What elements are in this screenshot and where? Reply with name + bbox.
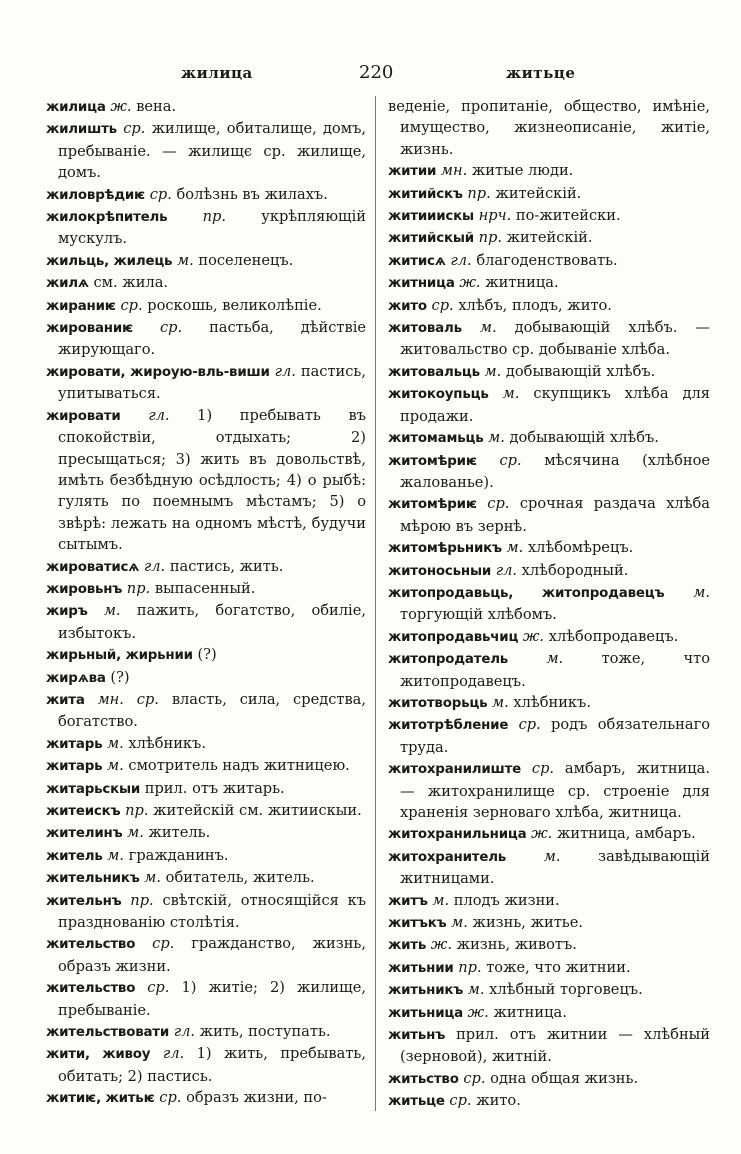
dictionary-entry	[46, 667, 366, 689]
definition: 1) житіе; 2) жилище, пребываніе.	[58, 979, 366, 1019]
dictionary-entry	[46, 867, 366, 889]
grammar-label: м.	[502, 385, 520, 403]
definition: пастьба, дѣйствіе жирующаго.	[58, 319, 367, 359]
grammar-label: ж.	[459, 274, 481, 292]
definition: жито.	[476, 1092, 521, 1110]
grammar-label: ж.	[110, 98, 132, 115]
dictionary-entry	[46, 890, 366, 934]
headword: житохранильница	[388, 827, 527, 843]
grammar-label: м.	[432, 891, 450, 909]
headword: жильць, жилець	[46, 253, 173, 269]
grammar-label: м.	[506, 539, 524, 557]
dictionary-entry	[46, 556, 366, 578]
right-column	[388, 96, 710, 1113]
headword: житеискъ	[46, 804, 121, 819]
definition: прил. отъ житарь.	[144, 779, 285, 797]
grammar-label: мн. ср.	[97, 690, 159, 708]
headword: житийскый	[388, 231, 474, 247]
definition: (?)	[197, 646, 217, 664]
dictionary-entry	[388, 427, 710, 449]
headword: житииискы	[388, 209, 474, 225]
dictionary-entry	[46, 845, 366, 867]
definition: власть, сила, средства, богатство.	[58, 690, 366, 731]
dictionary-entry	[46, 361, 366, 405]
definition: жизнь, житье.	[472, 914, 584, 932]
dictionary-entry	[46, 272, 366, 294]
grammar-label: м.	[144, 869, 162, 887]
grammar-label: м.	[492, 693, 509, 711]
definition: тоже, что житнии.	[486, 958, 631, 976]
definition: хлѣбородный.	[521, 561, 629, 579]
definition: пастись, жить.	[169, 557, 284, 575]
dictionary-entry	[388, 934, 710, 956]
headword: жилишть	[46, 122, 117, 138]
dictionary-entry	[388, 1024, 710, 1068]
definition: вена.	[136, 98, 177, 115]
dictionary-entry	[388, 361, 710, 383]
headword: жить	[388, 938, 427, 954]
headword: житьство	[388, 1071, 459, 1087]
definition: житые люди.	[471, 162, 574, 180]
dictionary-entry	[388, 160, 710, 182]
definition: свѣтскій, относящійся къ празднованію столѣтія.	[58, 891, 367, 932]
dictionary-entry	[388, 96, 710, 160]
definition: добывающій хлѣбъ.	[509, 429, 659, 447]
definition: добывающій хлѣбъ. — житовальство ср. добываніе хлѣба.	[400, 319, 711, 359]
grammar-label: м.	[103, 602, 121, 620]
grammar-label: гл.	[148, 406, 170, 424]
dictionary-entry	[46, 755, 366, 777]
headword: жительство	[46, 981, 136, 997]
headword: житопродавьчиц	[388, 629, 519, 645]
grammar-label: ср.	[123, 120, 146, 138]
grammar-label: м.	[693, 583, 710, 601]
dictionary-entry	[388, 1002, 710, 1024]
definition: родъ обязательнаго труда.	[400, 716, 710, 756]
definition: болѣзнь въ жилахъ.	[176, 185, 328, 203]
definition: жить, поступать.	[199, 1023, 331, 1041]
headword: житопродавьць, житопродавецъ	[388, 585, 665, 601]
dictionary-entry	[388, 183, 710, 205]
headword: житьнъ	[388, 1028, 446, 1044]
grammar-label: ж.	[467, 1003, 489, 1021]
definition: житейскій см. житиискыи.	[153, 802, 362, 819]
dictionary-entry	[388, 1090, 710, 1112]
headword: жительство	[46, 937, 136, 953]
running-header	[46, 64, 706, 86]
headword: житомѣрьникъ	[388, 541, 502, 557]
headword: жительникъ	[46, 871, 140, 887]
headword: жилица	[46, 100, 106, 115]
dictionary-entry	[388, 560, 710, 582]
definition: хлѣбникъ.	[128, 734, 206, 752]
dictionary-entry	[46, 96, 366, 118]
headword: житохранилиште	[388, 762, 522, 778]
dictionary-entry	[388, 493, 710, 537]
headword: жилѧ	[46, 276, 89, 292]
dictionary-entry	[388, 295, 710, 317]
headword: житьнии	[388, 960, 454, 976]
headword: житоваль	[388, 321, 462, 337]
dictionary-entry	[46, 317, 366, 361]
grammar-label: м.	[467, 981, 485, 999]
definition: образъ жизни, по-	[186, 1089, 327, 1107]
headword: жито	[388, 298, 427, 314]
headword: жилокрѣпитель	[46, 210, 168, 226]
dictionary-entry	[46, 977, 366, 1021]
grammar-label: м.	[107, 757, 124, 775]
headword: житокоупьць	[388, 387, 489, 403]
headword: жителинъ	[46, 826, 123, 842]
headword: жированиѥ	[46, 321, 134, 337]
grammar-label: ср.	[120, 296, 143, 314]
definition: хлѣбопродавецъ.	[548, 627, 679, 645]
definition: торгующій хлѣбомъ.	[400, 606, 557, 624]
grammar-label: пр.	[125, 802, 149, 819]
dictionary-entry	[388, 979, 710, 1001]
dictionary-entry	[388, 537, 710, 559]
grammar-label: гл.	[495, 561, 518, 579]
grammar-label: ср.	[159, 1089, 182, 1107]
definition: житель.	[148, 824, 211, 842]
dictionary-entry	[46, 405, 366, 556]
definition: житница, амбаръ.	[556, 825, 696, 843]
grammar-label: мн.	[440, 162, 468, 180]
definition: 1) пребывать въ спокойствіи, отдыхать; 2) пресыщаться; 3) жить въ довольствѣ, имѣть безбѣдную осѣдлость; 4) о рыбѣ: гулять по поемнымъ мѣстамъ; 5) о звѣрѣ: лежать на одномъ мѣстѣ, будучи сытымъ.	[58, 406, 366, 554]
grammar-label: ср.	[449, 1092, 472, 1110]
grammar-label: гл.	[450, 251, 472, 269]
headword: житъ	[388, 893, 428, 909]
headword: жиръ	[46, 604, 88, 620]
headword: жираниѥ	[46, 298, 116, 314]
dictionary-entry	[46, 822, 366, 844]
grammar-label: гл.	[143, 557, 166, 575]
headword: житопродатель	[388, 652, 509, 668]
grammar-label: ср.	[499, 451, 522, 469]
dictionary-entry	[388, 582, 710, 626]
headword: житиѥ, житьѥ	[46, 1091, 155, 1107]
left-column	[46, 96, 366, 1110]
definition: гражданство, жизнь, образъ жизни.	[58, 935, 367, 975]
dictionary-entry	[388, 205, 710, 227]
grammar-label: м.	[479, 319, 497, 337]
dictionary-entry	[388, 317, 710, 361]
headword: житарь	[46, 759, 103, 775]
definition: обитатель, житель.	[165, 869, 315, 887]
dictionary-entry	[388, 648, 710, 692]
dictionary-entry	[388, 227, 710, 249]
headword: жировати	[46, 408, 121, 424]
headword: жирѧва	[46, 670, 106, 686]
dictionary-entry	[46, 295, 366, 317]
headword: жити, живоу	[46, 1047, 151, 1063]
headword: жиловрѣдиѥ	[46, 187, 146, 203]
headword: житарь	[46, 736, 103, 752]
headword: житьница	[388, 1005, 463, 1021]
definition: жилище, обиталище, домъ, пребываніе. — жилищє ср. жилище, домъ.	[58, 120, 366, 182]
definition: срочная раздача хлѣба мѣрою въ зернѣ.	[400, 495, 710, 535]
grammar-label: ж.	[531, 825, 553, 843]
definition: жизнь, животъ.	[456, 936, 577, 954]
grammar-label: нрч.	[478, 207, 512, 225]
definition: (?)	[110, 668, 130, 686]
definition: хлѣбомѣрецъ.	[527, 539, 634, 557]
definition: прил. отъ житнии — хлѣбный (зерновой), житній.	[400, 1026, 711, 1066]
grammar-label: гл.	[274, 362, 296, 380]
headword: житоносьныи	[388, 563, 492, 579]
grammar-label: м.	[107, 846, 125, 864]
definition: выпасенный.	[154, 579, 256, 597]
dictionary-entry	[388, 714, 710, 758]
dictionary-entry	[46, 644, 366, 666]
definition: хлѣбный торговецъ.	[489, 981, 643, 999]
dictionary-entry	[46, 600, 366, 644]
grammar-label: м.	[484, 362, 502, 380]
headword: житомѣриѥ	[388, 497, 477, 513]
dictionary-entry	[388, 250, 710, 272]
grammar-label: пр.	[458, 958, 482, 976]
headword: жироватисѧ	[46, 559, 140, 575]
dictionary-entry	[46, 733, 366, 755]
grammar-label: пр.	[467, 184, 491, 202]
dictionary-entry	[46, 250, 366, 272]
definition: добывающій хлѣбъ.	[505, 362, 656, 380]
grammar-label: ср.	[463, 1069, 486, 1087]
headword: житомѣриѥ	[388, 453, 477, 469]
definition: житница.	[485, 274, 559, 292]
definition: скупщикъ хлѣба для продажи.	[400, 385, 711, 425]
headword: жита	[46, 692, 85, 708]
headword: житель	[46, 848, 103, 864]
definition: роскошь, великолѣпіе.	[147, 296, 322, 314]
dictionary-entry	[388, 890, 710, 912]
grammar-label: ср.	[531, 760, 555, 778]
grammar-label: пр.	[202, 208, 227, 226]
definition: мѣсячина (хлѣбное жалованье).	[400, 451, 711, 491]
headword: жительнъ	[46, 893, 122, 909]
dictionary-entry	[388, 758, 710, 823]
headword: житомамьць	[388, 431, 484, 447]
dictionary-entry	[46, 689, 366, 733]
headword: житарьскыи	[46, 781, 141, 797]
grammar-label: ж.	[430, 936, 453, 954]
headword: жировьнъ	[46, 581, 123, 597]
grammar-label: гл.	[173, 1023, 196, 1041]
grammar-label: ср.	[518, 716, 541, 734]
dictionary-entry	[46, 1043, 366, 1087]
dictionary-entry	[46, 1087, 366, 1109]
definition: житейскій.	[506, 229, 593, 247]
grammar-label: м.	[176, 251, 194, 269]
headword: житница	[388, 276, 455, 292]
headword: жирьный, жирьнии	[46, 648, 193, 664]
dictionary-entry	[388, 823, 710, 845]
definition: житница.	[493, 1003, 567, 1021]
headword: житисѧ	[388, 253, 446, 269]
headword: житовальць	[388, 364, 480, 380]
definition: см. жила.	[93, 274, 169, 292]
headword: жительствовати	[46, 1025, 170, 1041]
definition: пажить, богатство, обиліе, избытокъ.	[58, 602, 366, 642]
definition: укрѣпляющій мускулъ.	[58, 208, 366, 248]
grammar-label: ср.	[487, 495, 510, 513]
headword: житьникъ	[388, 983, 464, 999]
dictionary-entry	[388, 450, 710, 494]
dictionary-entry	[388, 1068, 710, 1090]
grammar-label: ср.	[431, 296, 454, 314]
grammar-label: м.	[488, 429, 505, 447]
grammar-label: м.	[451, 914, 468, 932]
dictionary-entry	[46, 1021, 366, 1043]
grammar-label: ср.	[160, 319, 183, 337]
dictionary-entry	[388, 957, 710, 979]
definition: поселенецъ.	[198, 251, 294, 269]
grammar-label: ср.	[152, 935, 175, 953]
headword: житии	[388, 164, 437, 180]
definition: по-житейски.	[515, 207, 621, 225]
dictionary-entry	[46, 578, 366, 600]
grammar-label: ср.	[147, 979, 170, 997]
dictionary-entry	[388, 692, 710, 714]
definition: хлѣбъ, плодъ, жито.	[458, 296, 612, 314]
headword: житьце	[388, 1094, 445, 1110]
grammar-label: м.	[107, 734, 124, 752]
grammar-label: гл.	[162, 1045, 185, 1063]
definition: гражданинъ.	[128, 846, 229, 864]
headword: житотрѣбление	[388, 718, 509, 734]
grammar-label: пр.	[478, 229, 502, 247]
grammar-label: м.	[543, 847, 561, 865]
dictionary-entry	[388, 912, 710, 934]
definition: житейскій.	[495, 184, 582, 202]
headword: жировати, жироую-вль-виши	[46, 364, 270, 380]
header-right-guideword: житьце	[506, 64, 576, 82]
dictionary-entry	[388, 626, 710, 648]
dictionary-entry	[46, 933, 366, 977]
definition: хлѣбникъ.	[513, 693, 591, 711]
grammar-label: м.	[127, 824, 144, 842]
grammar-label: ж.	[522, 627, 545, 645]
dictionary-entry	[388, 846, 710, 890]
grammar-label: ср.	[149, 185, 172, 203]
grammar-label: м.	[546, 650, 564, 668]
definition: амбаръ, житница. — житохранилище ср. строеніе для храненія зерноваго хлѣба, житница.	[400, 760, 710, 821]
definition: смотритель надъ житницею.	[128, 757, 350, 775]
definition: плодъ жизни.	[453, 891, 560, 909]
headword: житотворьць	[388, 695, 488, 711]
dictionary-entry	[46, 206, 366, 250]
grammar-label: пр.	[126, 579, 151, 597]
dictionary-entry	[46, 184, 366, 206]
header-left-guideword: жилица	[181, 64, 253, 82]
dictionary-entry	[388, 383, 710, 427]
definition: завѣдывающій житницами.	[400, 847, 710, 888]
definition: веденіе, пропитаніе, общество, имѣніе, имущество, жизнеописаніе, житіе, жизнь.	[388, 98, 710, 158]
dictionary-entry	[46, 118, 366, 183]
headword: житохранитель	[388, 849, 507, 865]
dictionary-entry	[388, 272, 710, 294]
dictionary-entry	[46, 800, 366, 822]
headword: житъкъ	[388, 916, 447, 932]
definition: благоденствовать.	[476, 251, 618, 269]
definition: одна общая жизнь.	[490, 1069, 639, 1087]
headword: житийскъ	[388, 186, 463, 202]
definition: 1) жить, пребывать, обитать; 2) пастись.	[58, 1045, 366, 1085]
definition: тоже, что житопродавецъ.	[400, 650, 711, 690]
dictionary-entry	[46, 778, 366, 800]
grammar-label: пр.	[130, 891, 154, 909]
column-divider	[375, 96, 376, 1111]
definition: пастись, упитываться.	[58, 362, 367, 403]
page-number: 220	[359, 62, 394, 83]
